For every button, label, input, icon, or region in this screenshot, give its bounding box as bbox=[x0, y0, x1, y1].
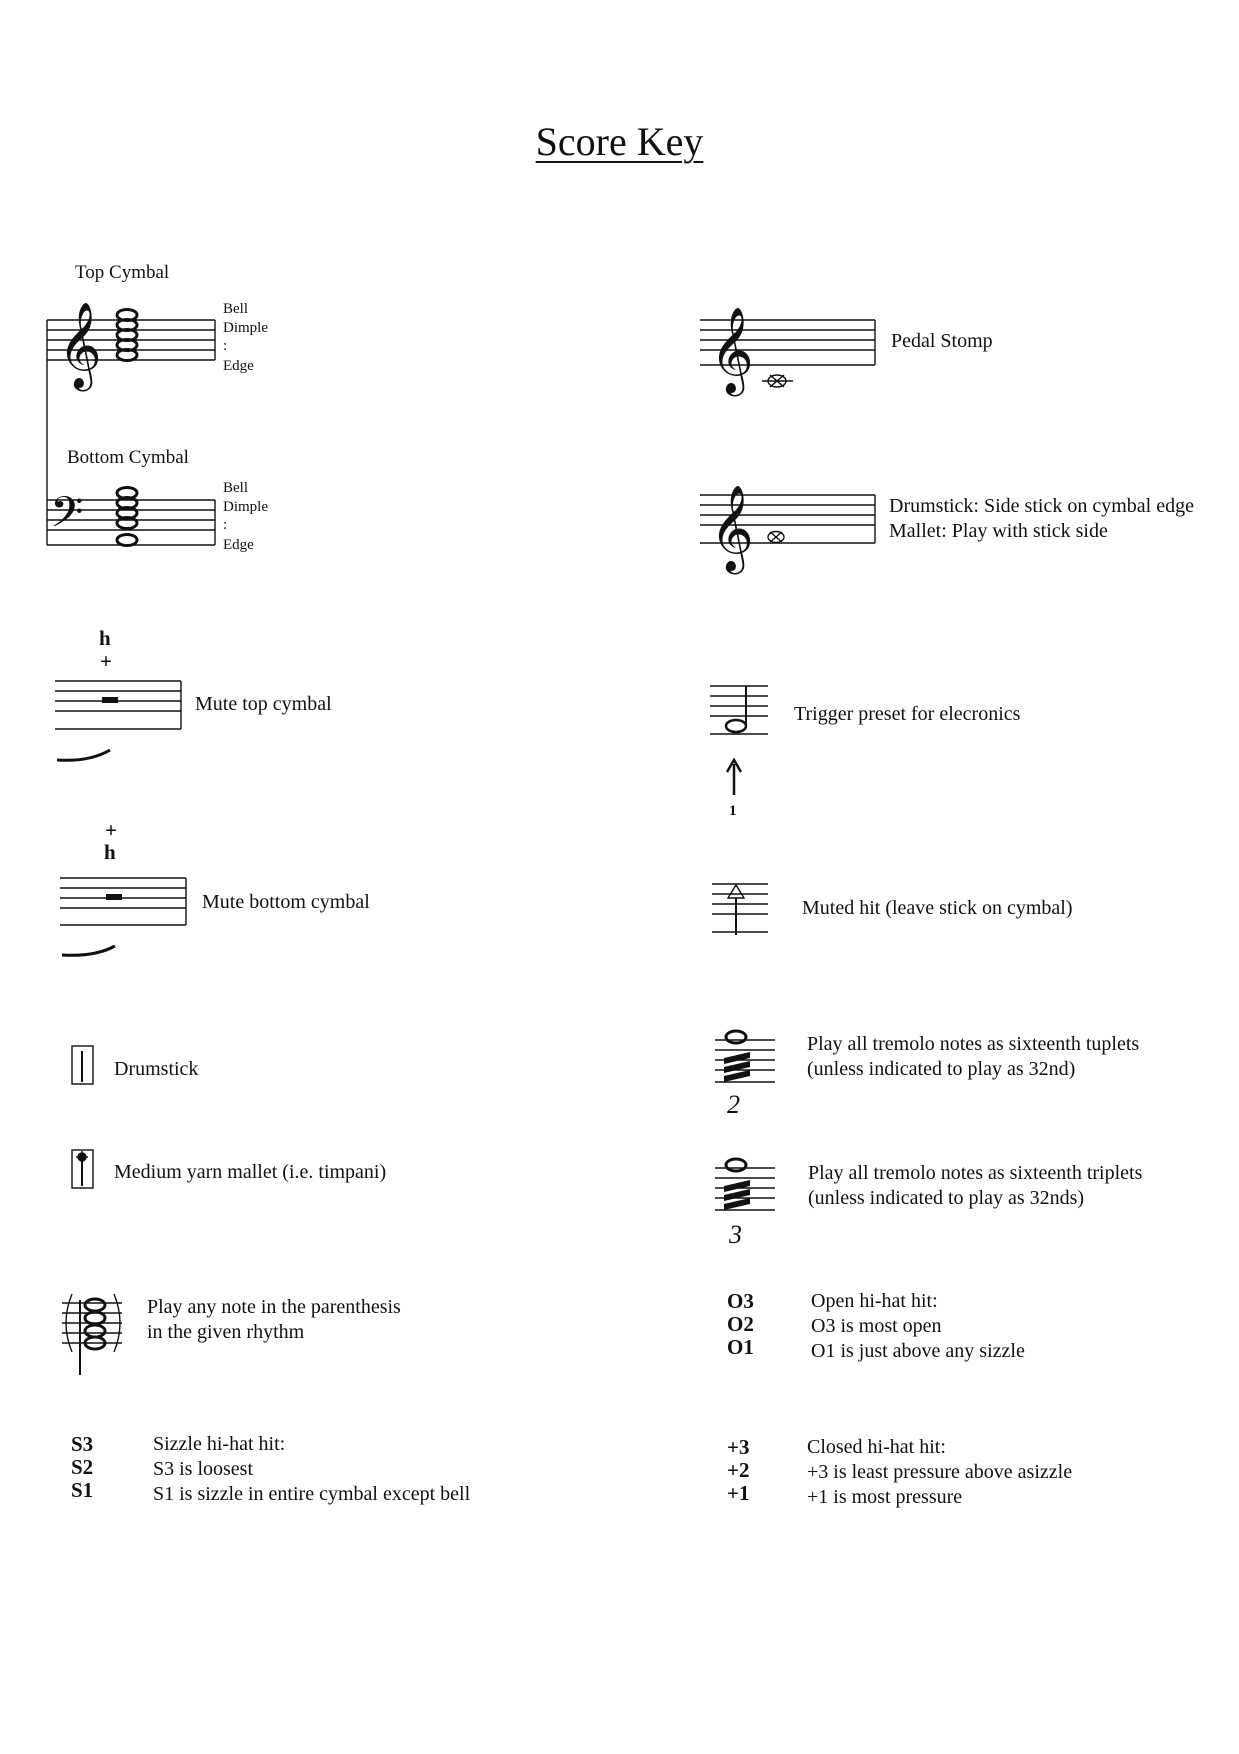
treble-clef-icon: 𝄞 bbox=[58, 302, 102, 388]
muted-hit-label: Muted hit (leave stick on cymbal) bbox=[802, 897, 1073, 919]
mute-bottom-label: Mute bottom cymbal bbox=[202, 891, 370, 913]
bottom-cymbal-label: Bottom Cymbal bbox=[67, 447, 189, 468]
side-stick-line-1: Drumstick: Side stick on cymbal edge bbox=[889, 495, 1194, 517]
treble-clef-icon: 𝄞 bbox=[710, 307, 754, 393]
zone-edge: Edge bbox=[223, 537, 254, 553]
drumstick-icon bbox=[72, 1046, 93, 1084]
closed-code-plus1: +1 bbox=[727, 1481, 750, 1505]
sizzle-code-s2: S2 bbox=[71, 1455, 94, 1479]
mute-bottom-mark-h: h bbox=[104, 840, 116, 864]
tremolo-tuplets-line-1: Play all tremolo notes as sixteenth tuplets bbox=[807, 1033, 1140, 1055]
top-cymbal-label: Top Cymbal bbox=[75, 262, 170, 283]
closed-hihat-line-3: +1 is most pressure bbox=[807, 1486, 963, 1508]
treble-clef-icon: 𝄞 bbox=[710, 485, 754, 571]
closed-hihat-line-2: +3 is least pressure above asizzle bbox=[807, 1461, 1073, 1483]
sizzle-line-2: S3 is loosest bbox=[153, 1458, 254, 1480]
pedal-stomp-label: Pedal Stomp bbox=[891, 330, 993, 352]
page-title: Score Key bbox=[535, 119, 704, 164]
zone-dimple: Dimple bbox=[223, 499, 268, 515]
mute-top-mark-plus: + bbox=[100, 649, 112, 673]
sizzle-code-s1: S1 bbox=[71, 1478, 94, 1502]
zone-bell: Bell bbox=[223, 480, 248, 496]
closed-code-plus3: +3 bbox=[727, 1435, 750, 1459]
top-cymbal-chord bbox=[117, 310, 137, 361]
tuplet-number: 2 bbox=[727, 1090, 740, 1119]
mute-top-label: Mute top cymbal bbox=[195, 693, 332, 715]
tremolo-slashes-icon bbox=[724, 1180, 750, 1210]
bass-clef-icon: 𝄢 bbox=[50, 488, 84, 548]
open-code-o2: O2 bbox=[727, 1312, 754, 1336]
sizzle-line-1: Sizzle hi-hat hit: bbox=[153, 1433, 286, 1455]
muted-hit-notation bbox=[712, 884, 768, 935]
open-hihat-line-2: O3 is most open bbox=[811, 1315, 942, 1337]
mute-top-mark-h: h bbox=[99, 626, 111, 650]
closed-hihat-line-1: Closed hi-hat hit: bbox=[807, 1436, 946, 1458]
closed-code-plus2: +2 bbox=[727, 1458, 750, 1482]
rest-icon bbox=[102, 697, 118, 703]
zone-ellipsis: : bbox=[223, 517, 228, 533]
mute-bottom-staff bbox=[60, 878, 186, 955]
zone-dimple: Dimple bbox=[223, 320, 268, 336]
drumstick-label: Drumstick bbox=[114, 1058, 199, 1080]
parenthesis-line-2: in the given rhythm bbox=[147, 1321, 305, 1343]
open-hihat-line-3: O1 is just above any sizzle bbox=[811, 1340, 1025, 1362]
open-code-o1: O1 bbox=[727, 1335, 754, 1359]
side-stick-line-2: Mallet: Play with stick side bbox=[889, 520, 1108, 542]
bottom-cymbal-chord bbox=[117, 488, 137, 546]
tremolo-triplets-line-1: Play all tremolo notes as sixteenth triplets bbox=[808, 1162, 1143, 1184]
zone-ellipsis: : bbox=[223, 338, 228, 354]
tremolo-triplets-line-2: (unless indicated to play as 32nds) bbox=[808, 1187, 1085, 1209]
mute-bottom-mark-plus: + bbox=[105, 818, 117, 842]
parenthesis-notation bbox=[62, 1294, 122, 1375]
triplet-number: 3 bbox=[729, 1220, 742, 1249]
rest-icon bbox=[106, 894, 122, 900]
zone-edge: Edge bbox=[223, 358, 254, 374]
open-code-o3: O3 bbox=[727, 1289, 754, 1313]
tremolo-slashes-icon bbox=[724, 1052, 750, 1082]
trigger-label: Trigger preset for elecronics bbox=[794, 703, 1021, 725]
sizzle-line-3: S1 is sizzle in entire cymbal except bell bbox=[153, 1483, 471, 1505]
trigger-notation bbox=[710, 686, 768, 795]
mallet-icon bbox=[72, 1150, 93, 1188]
open-hihat-line-1: Open hi-hat hit: bbox=[811, 1290, 938, 1312]
zone-bell: Bell bbox=[223, 301, 248, 317]
mallet-label: Medium yarn mallet (i.e. timpani) bbox=[114, 1161, 387, 1183]
tremolo-tuplets-line-2: (unless indicated to play as 32nd) bbox=[807, 1058, 1076, 1080]
mute-top-staff bbox=[55, 681, 181, 760]
sizzle-code-s3: S3 bbox=[71, 1432, 94, 1456]
trigger-number: 1 bbox=[729, 803, 737, 819]
parenthesis-line-1: Play any note in the parenthesis bbox=[147, 1296, 401, 1318]
